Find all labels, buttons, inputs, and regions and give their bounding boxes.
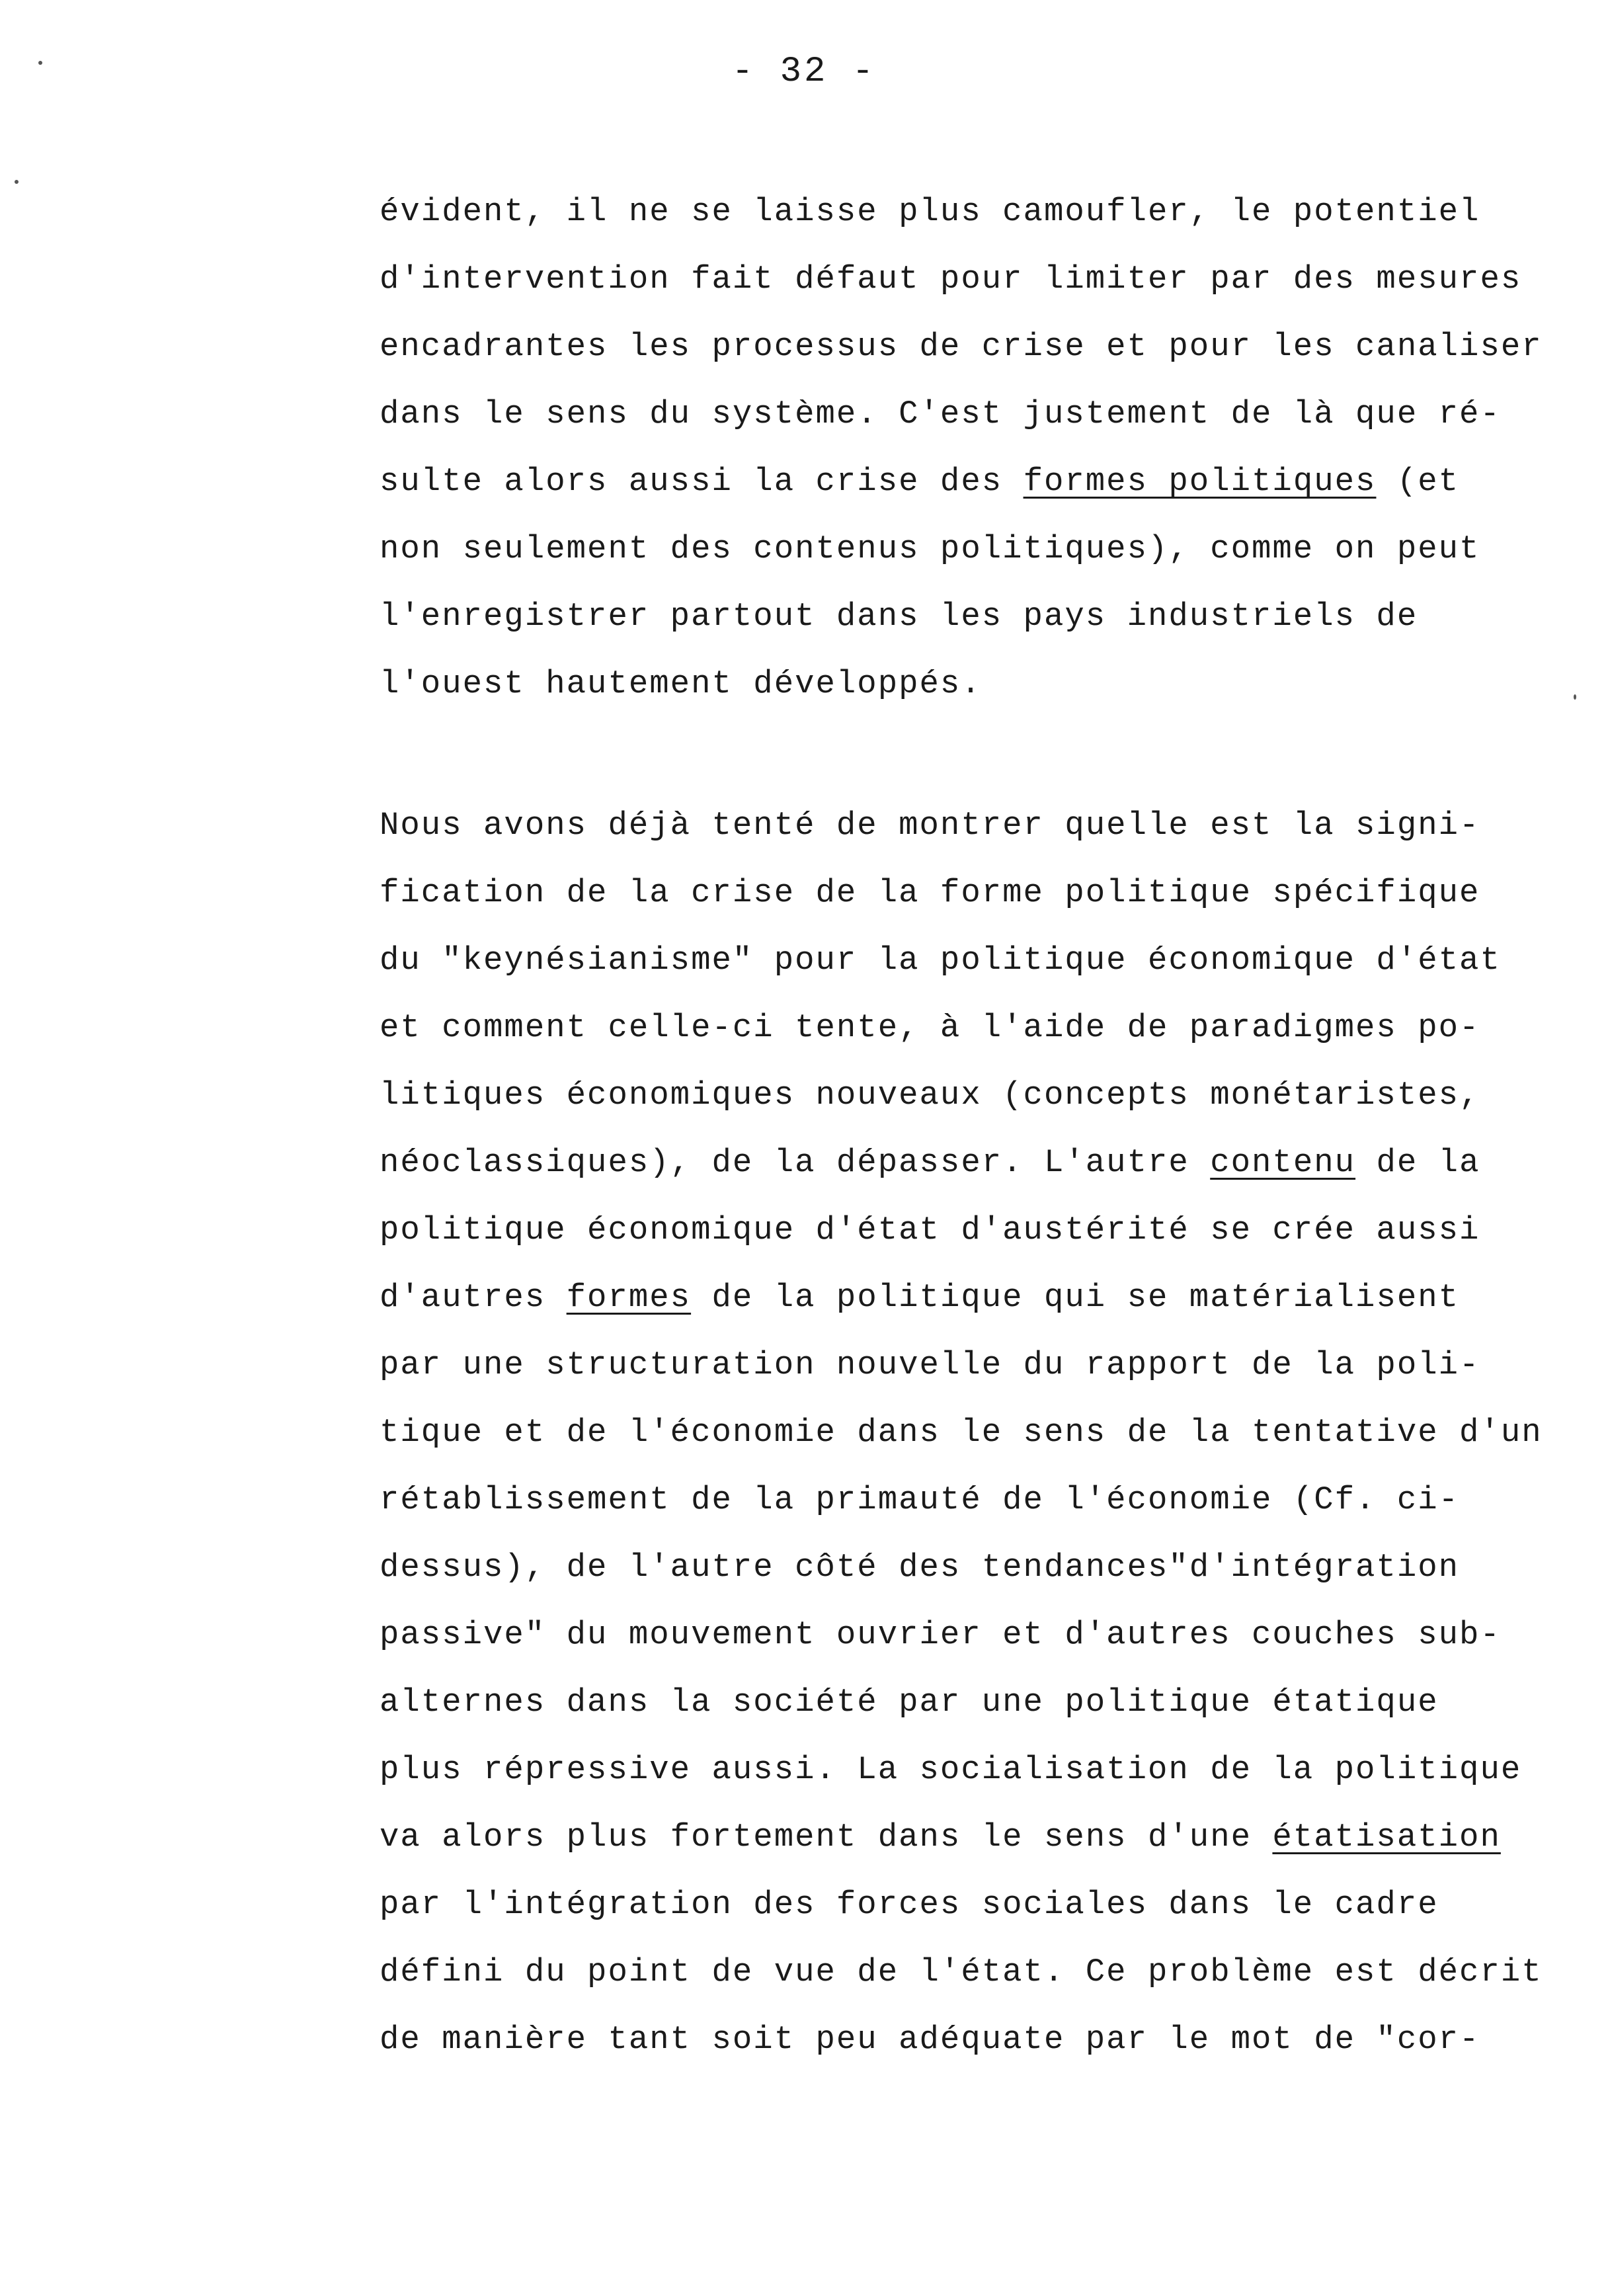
text-segment: néoclassiques), de la dépasser. L'autre (380, 1144, 1211, 1181)
text-segment: de la politique qui se matérialisent (691, 1279, 1460, 1316)
text-line: fication de la crise de la forme politique spécifique (380, 874, 1480, 911)
text-line: d'intervention fait défaut pour limiter par des mesures (380, 261, 1522, 298)
text-line: de manière tant soit peu adéquate par le mot de "cor- (380, 2021, 1480, 2058)
text-line: l'ouest hautement développés. (380, 665, 982, 702)
text-line: dessus), de l'autre côté des tendances"d'intégration (380, 1549, 1460, 1586)
text-line (380, 1817, 1501, 1857)
text-line: évident, il ne se laisse plus camoufler, le potentiel (380, 193, 1480, 230)
underlined-phrase: étatisation (1272, 1819, 1501, 1856)
page-number: - 32 - (731, 52, 877, 92)
text-line: et comment celle-ci tente, à l'aide de paradigmes po- (380, 1009, 1480, 1046)
text-line: l'enregistrer partout dans les pays industriels de (380, 598, 1418, 635)
text-line: encadrantes les processus de crise et pour les canaliser (380, 328, 1543, 365)
text-segment: va alors plus fortement dans le sens d'une (380, 1819, 1273, 1856)
text-line: alternes dans la société par une politique étatique (380, 1684, 1439, 1721)
text-line: rétablissement de la primauté de l'économie (Cf. ci- (380, 1481, 1460, 1518)
underlined-phrase: formes politiques (1023, 463, 1377, 500)
text-segment: sulte alors aussi la crise des (380, 463, 1024, 500)
text-line: tique et de l'économie dans le sens de la tentative d'un (380, 1414, 1543, 1451)
text-line: du "keynésianisme" pour la politique économique d'état (380, 942, 1501, 979)
text-line: par l'intégration des forces sociales dans le cadre (380, 1886, 1439, 1923)
text-line: passive" du mouvement ouvrier et d'autres couches sub- (380, 1616, 1501, 1653)
text-line: défini du point de vue de l'état. Ce problème est décrit (380, 1953, 1543, 1990)
text-line (380, 462, 1459, 501)
text-line: non seulement des contenus politiques), comme on peut (380, 530, 1480, 567)
text-line: politique économique d'état d'austérité se crée aussi (380, 1211, 1480, 1249)
scan-speck (15, 180, 19, 184)
text-line: par une structuration nouvelle du rapport de la poli- (380, 1346, 1480, 1383)
text-line (380, 1278, 1459, 1317)
scan-speck (1574, 694, 1576, 700)
text-line: litiques économiques nouveaux (concepts monétaristes, (380, 1077, 1480, 1114)
underlined-phrase: contenu (1210, 1144, 1356, 1181)
text-segment: de la (1355, 1144, 1480, 1181)
text-line (380, 1143, 1480, 1182)
text-segment: (et (1376, 463, 1460, 500)
text-line: plus répressive aussi. La socialisation de la politique (380, 1751, 1522, 1788)
text-segment: d'autres (380, 1279, 567, 1316)
underlined-phrase: formes (566, 1279, 692, 1316)
scan-speck (38, 61, 42, 65)
text-line: dans le sens du système. C'est justement de là que ré- (380, 395, 1501, 432)
text-line: Nous avons déjà tenté de montrer quelle est la signi- (380, 807, 1480, 844)
